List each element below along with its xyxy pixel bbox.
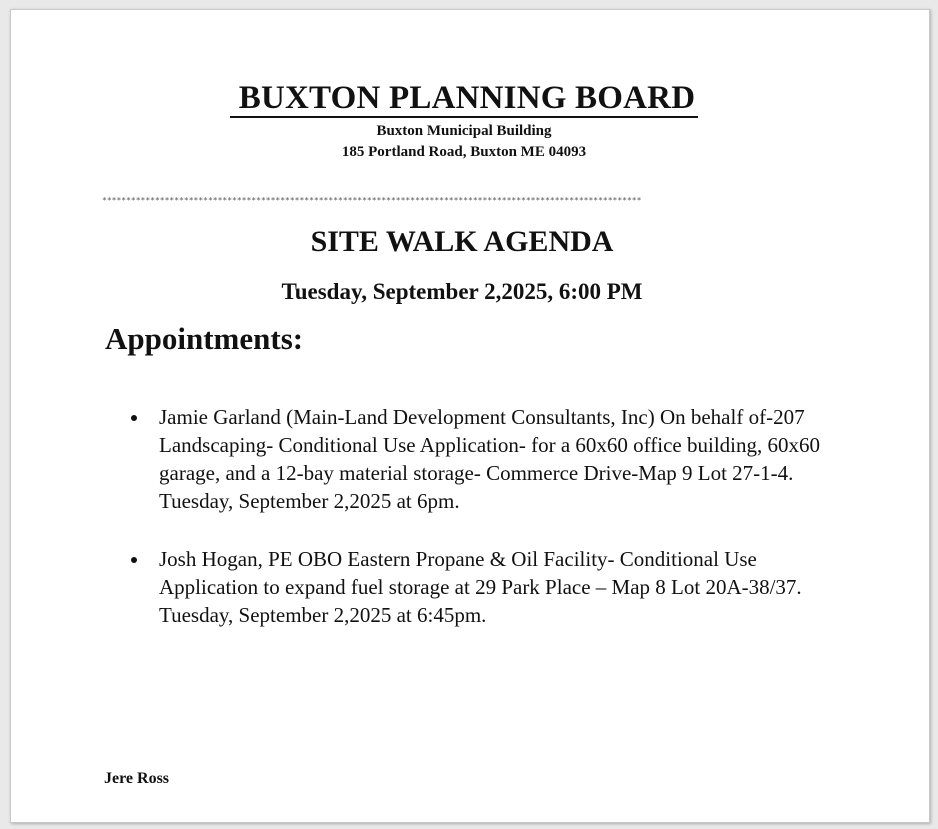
address-line-building: Buxton Municipal Building [376, 123, 552, 139]
document-page [10, 9, 930, 823]
signature-name: Jere Ross [104, 770, 170, 787]
bullet-icon [131, 415, 137, 421]
address-line-street: 185 Portland Road, Buxton ME 04093 [341, 144, 587, 160]
appointment-text: Jamie Garland (Main-Land Development Consultants, Inc) On behalf of-207 Landscaping- Conditional Use Application- for a 60x60 office building, 60x60 garage, and a 12-bay material storage- Commerce Drive-Map 9 Lot 27-1-4. Tuesday, September 2,2025 at 6pm. [159, 405, 820, 513]
appointment-text: Josh Hogan, PE OBO Eastern Propane & Oil Facility- Conditional Use Application to expand fuel storage at 29 Park Place – Map 8 Lot 20A-38/37. Tuesday, September 2,2025 at 6:45pm. [159, 547, 802, 627]
appointments-list [103, 403, 843, 659]
agenda-title: SITE WALK AGENDA [310, 225, 614, 258]
list-item [103, 403, 843, 515]
appointments-heading: Appointments: [105, 321, 304, 356]
bullet-icon [131, 557, 137, 563]
asterisk-separator: **************************************************************************************************************** [102, 196, 642, 205]
board-title-text: BUXTON PLANNING BOARD [230, 80, 698, 118]
meeting-datetime: Tuesday, September 2,2025, 6:00 PM [281, 279, 643, 304]
list-item [103, 545, 843, 629]
board-title [11, 80, 917, 116]
